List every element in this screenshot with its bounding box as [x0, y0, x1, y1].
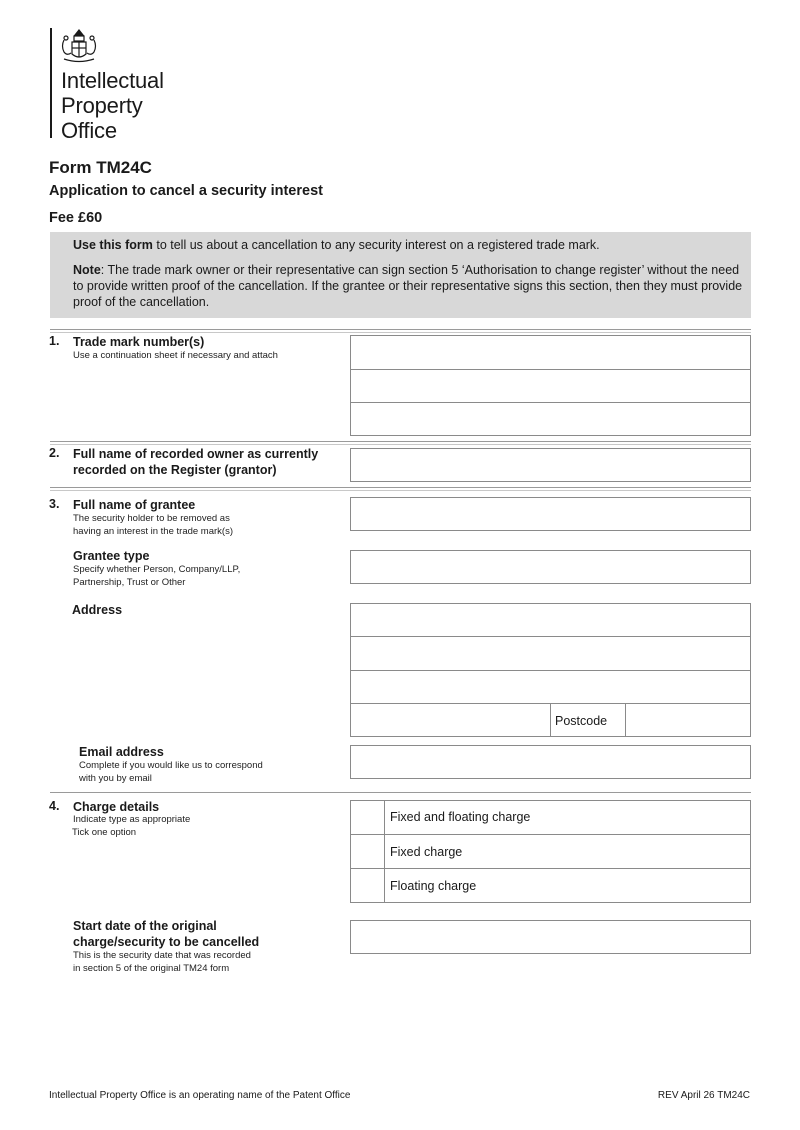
logo-divider [50, 28, 52, 138]
recorded-owner-field[interactable] [350, 448, 751, 482]
logo-text-line1: Intellectual [61, 68, 164, 93]
section3-label: Full name of grantee [73, 498, 196, 512]
section2-label-line1: Full name of recorded owner as currently [73, 447, 319, 461]
fixed-floating-label: Fixed and floating charge [390, 810, 531, 824]
section1-help: Use a continuation sheet if necessary and attach [73, 350, 278, 361]
start-date-help-line1: This is the security date that was recorded [73, 950, 251, 961]
section1-label: Trade mark number(s) [73, 335, 205, 349]
section3-help-line1: The security holder to be removed as [73, 513, 230, 524]
intro-use-rest: to tell us about a cancellation to any security interest on a registered trade mark. [152, 238, 600, 252]
grantee-type-help-line2: Partnership, Trust or Other [73, 577, 186, 588]
form-subtitle: Application to cancel a security interest [49, 183, 323, 199]
trade-mark-number-field-3[interactable] [350, 402, 751, 436]
form-fee: Fee £60 [49, 210, 103, 226]
footer-revision: REV April 26 TM24C [657, 1090, 750, 1101]
section-divider [50, 792, 751, 793]
start-date-help-line2: in section 5 of the original TM24 form [73, 963, 230, 974]
email-label: Email address [79, 745, 164, 759]
section-divider [50, 444, 751, 445]
section2-label-line2: recorded on the Register (grantor) [73, 463, 277, 477]
fixed-charge-checkbox[interactable] [350, 834, 385, 869]
section-divider [50, 441, 751, 442]
grantee-type-field[interactable] [350, 550, 751, 584]
floating-charge-checkbox[interactable] [350, 868, 385, 903]
section4-help-line2: Tick one option [72, 827, 137, 838]
footer-note: Intellectual Property Office is an operating name of the Patent Office [49, 1090, 351, 1101]
section4-help-line1: Indicate type as appropriate [73, 814, 191, 825]
form-title: Form TM24C [49, 158, 152, 177]
address-label: Address [72, 603, 123, 617]
grantee-name-field[interactable] [350, 497, 751, 531]
section4-label: Charge details [73, 800, 160, 814]
intro-use-text [73, 237, 600, 253]
email-help-line2: with you by email [79, 773, 152, 784]
section2-number: 2. [49, 446, 60, 460]
start-date-field[interactable] [350, 920, 751, 954]
start-date-label-line1: Start date of the original [73, 919, 217, 933]
trade-mark-number-field-2[interactable] [350, 369, 751, 403]
royal-crest-icon [58, 26, 100, 66]
grantee-type-label: Grantee type [73, 549, 150, 563]
floating-charge-label: Floating charge [390, 879, 477, 893]
address-field-2[interactable] [350, 636, 751, 671]
email-help-line1: Complete if you would like us to correspond [79, 760, 263, 771]
intro-note-rest: : The trade mark owner or their representative can sign section 5 ‘Authorisation to change register’ without the need to provide written proof of the cancellation. If the grantee or their representative signs this section, then they must provide proof of the cancellation. [73, 263, 743, 309]
address-field-3[interactable] [350, 670, 751, 704]
section-divider [50, 490, 751, 491]
fixed-floating-checkbox[interactable] [350, 800, 385, 835]
intro-note-bold: Note [73, 263, 101, 277]
intro-use-bold: Use this form [73, 238, 153, 252]
intro-note-text [73, 262, 745, 310]
start-date-label-line2: charge/security to be cancelled [73, 935, 260, 949]
address-field-1[interactable] [350, 603, 751, 637]
section-divider [50, 332, 751, 333]
section-divider [50, 329, 751, 330]
postcode-field[interactable] [625, 703, 751, 737]
email-field[interactable] [350, 745, 751, 779]
section3-number: 3. [49, 497, 60, 511]
logo-text-line3: Office [61, 118, 117, 143]
address-field-4[interactable] [350, 703, 551, 737]
section-divider [50, 487, 751, 488]
trade-mark-number-field-1[interactable] [350, 335, 751, 370]
section4-number: 4. [49, 799, 60, 813]
section1-number: 1. [49, 334, 60, 348]
grantee-type-help-line1: Specify whether Person, Company/LLP, [73, 564, 241, 575]
logo-text-line2: Property [61, 93, 143, 118]
postcode-label: Postcode [555, 714, 608, 728]
section3-help-line2: having an interest in the trade mark(s) [73, 526, 233, 537]
fixed-charge-label: Fixed charge [390, 845, 463, 859]
